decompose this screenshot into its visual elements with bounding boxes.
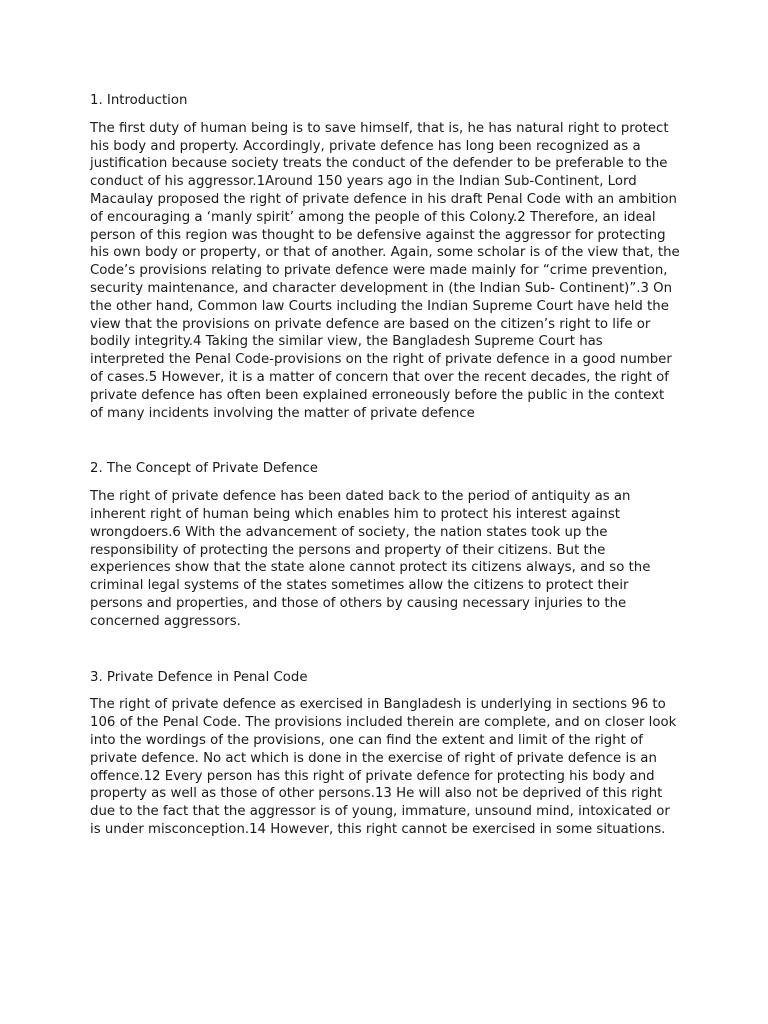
section-paragraph: The right of private defence as exercised in Bangladesh is underlying in sections 96 to 106 of the Penal Code. The provisions included therein are complete, and on closer look into the wordings of the provisions, one can find the extent and limit of the right of private defence. No act which is done in the exercise of right of private defence is an offence.12 Every person has this right of private defence for protecting his body and property as well as those of other persons.13 He will also not be deprived of this right due to the fact that the aggressor is of young, immature, unsound mind, intoxicated or is under misconception.14 However, this right cannot be exercised in some situations. — [90, 697, 677, 837]
section-paragraph: The first duty of human being is to save himself, that is, he has natural right to protect his body and property. Accordingly, private defence has long been recognized as a justification because society treats the conduct of the defender to be preferable to the conduct of his aggressor.1Around 150 years ago in the Indian Sub-Continent, Lord Macaulay proposed the right of private defence in his draft Penal Code with an ambition of encouraging a ‘manly spirit’ among the people of this Colony.2 Therefore, an ideal person of this region was thought to be defensive against the aggressor for protecting his own body or property, or that of another. Again, some scholar is of the view that, the Code’s provisions relating to private defence were made mainly for “crime prevention, security maintenance, and character development in (the Indian Sub- Continent)”.3 On the other hand, Common law Courts including the Indian Supreme Court have held the view that the provisions on private defence are based on the citizen’s right to life or bodily integrity.4 Taking the similar view, the Bangladesh Supreme Court has interpreted the Penal Code-provisions on the right of private defence in a good number of cases.5 However, it is a matter of concern that over the recent decades, the right of private defence has often been explained erroneously before the public in the context of many incidents involving the matter of private defence — [90, 120, 680, 421]
section-heading: 3. Private Defence in Penal Code — [90, 669, 308, 685]
document-body — [90, 92, 680, 839]
section-paragraph: The right of private defence has been dated back to the period of antiquity as an inherent right of human being which enables him to protect his interest against wrongdoers.6 With the advancement of society, the nation states took up the responsibility of protecting the persons and property of their citizens. But the experiences show that the state alone cannot protect its citizens always, and so the criminal legal systems of the states sometimes allow the citizens to protect their persons and properties, and those of others by causing necessary injuries to the concerned aggressors. — [90, 489, 651, 629]
section-heading: 2. The Concept of Private Defence — [90, 461, 318, 477]
section-heading: 1. Introduction — [90, 93, 188, 108]
section-introduction — [90, 92, 680, 422]
section-concept-of-private-defence — [90, 460, 680, 630]
section-private-defence-in-penal-code — [90, 669, 680, 839]
